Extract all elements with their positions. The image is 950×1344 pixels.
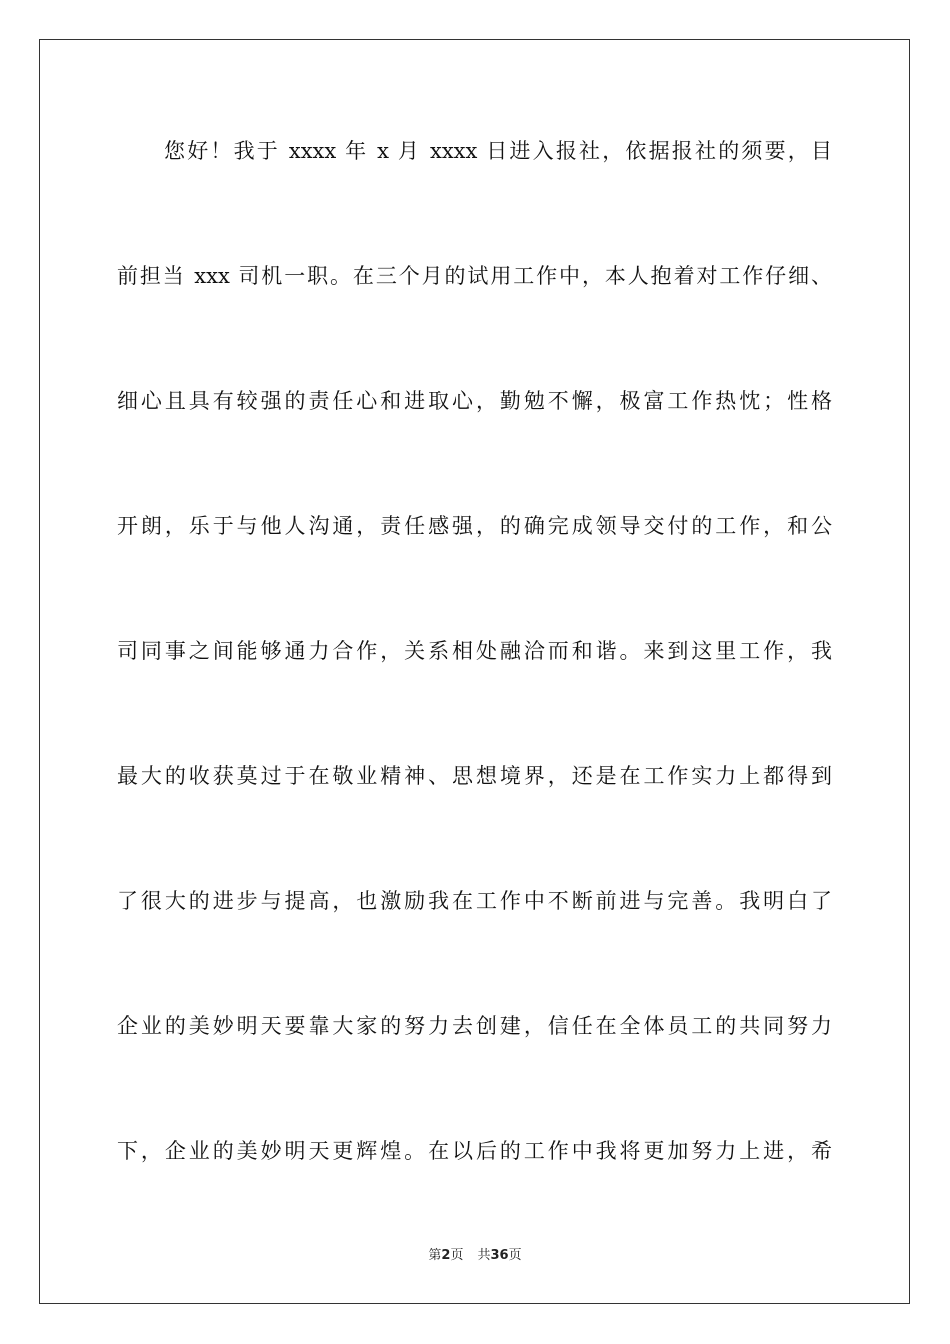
- text-line-7: 了很大的进步与提高，也激励我在工作中不断前进与完善。我明白了: [117, 889, 832, 913]
- page-number: 2: [441, 1248, 451, 1263]
- text-line-8: 企业的美妙明天要靠大家的努力去创建，信任在全体员工的共同努力: [117, 1014, 832, 1038]
- total-prefix: 共: [477, 1248, 491, 1263]
- page-border: [39, 39, 910, 1304]
- total-suffix: 页: [508, 1248, 522, 1263]
- text-line-1: 您好！我于 xxxx 年 x 月 xxxx 日进入报社，依据报社的须要，目: [164, 139, 832, 163]
- total-pages: 36: [490, 1248, 509, 1263]
- text-line-9: 下，企业的美妙明天更辉煌。在以后的工作中我将更加努力上进，希: [117, 1139, 832, 1163]
- page-prefix: 第: [428, 1248, 442, 1263]
- text-line-4: 开朗，乐于与他人沟通，责任感强，的确完成领导交付的工作，和公: [117, 514, 832, 538]
- page-footer: [0, 1248, 950, 1264]
- text-line-3: 细心且具有较强的责任心和进取心，勤勉不懈，极富工作热忱；性格: [117, 389, 832, 413]
- text-line-6: 最大的收获莫过于在敬业精神、思想境界，还是在工作实力上都得到: [117, 764, 832, 788]
- text-line-5: 司同事之间能够通力合作，关系相处融洽而和谐。来到这里工作，我: [117, 639, 832, 663]
- page-suffix: 页: [450, 1248, 464, 1263]
- text-line-2: 前担当 xxx 司机一职。在三个月的试用工作中，本人抱着对工作仔细、: [117, 264, 832, 288]
